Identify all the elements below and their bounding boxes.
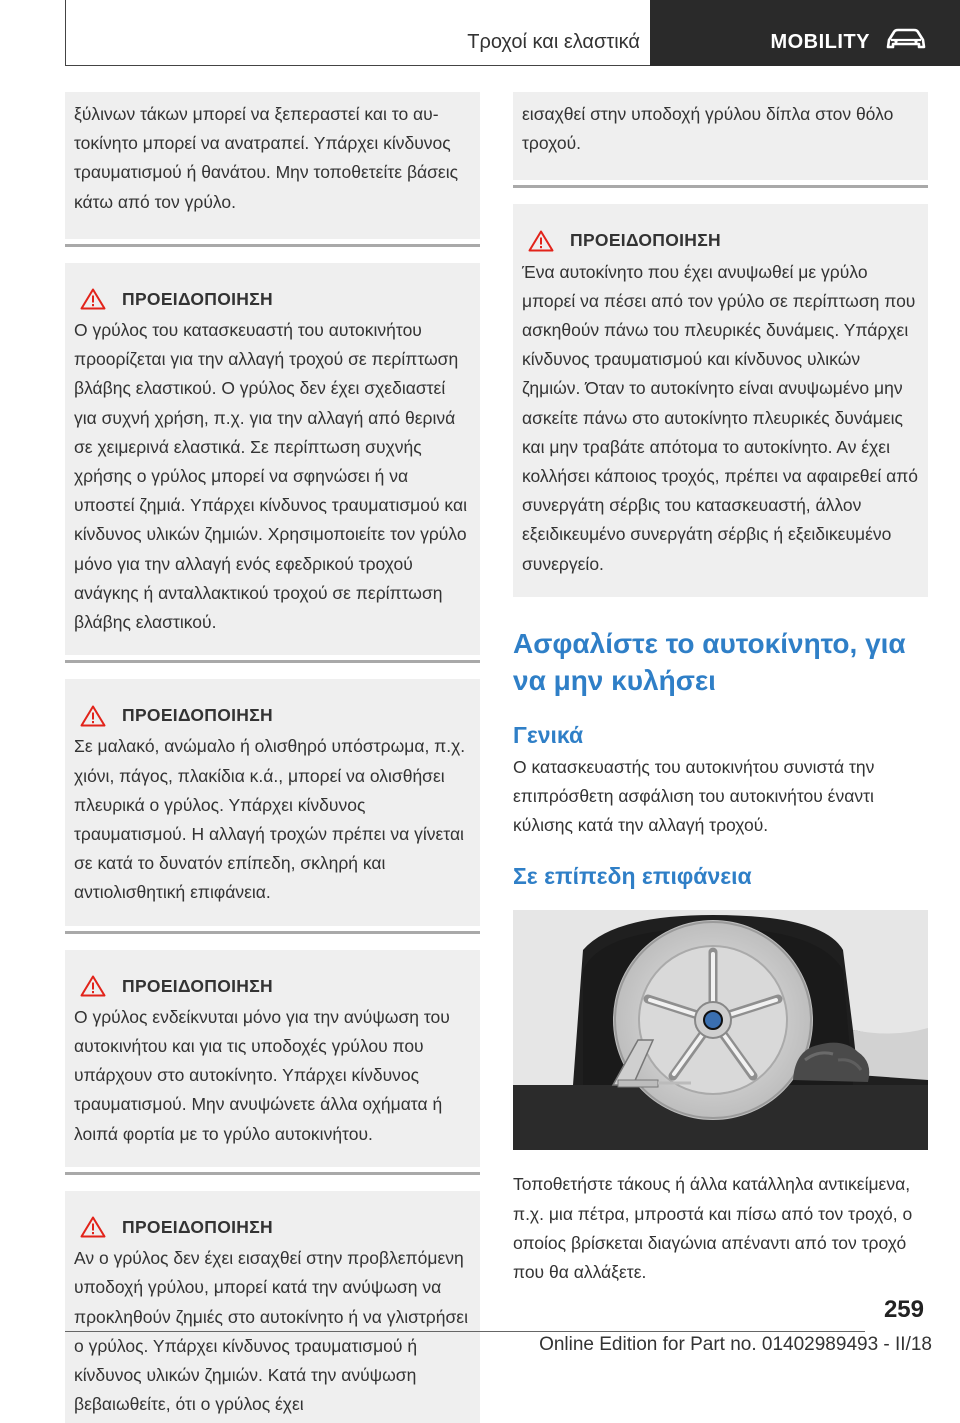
warning-triangle-icon — [80, 288, 106, 310]
warning-title: ΠΡΟΕΙΔΟΠΟΙΗΣΗ — [122, 1216, 273, 1237]
warning-text: Ένα αυτοκίνητο που έχει ανυψωθεί με γρύλο μπορεί να πέσει από τον γρύλο σε περίπτωση που ασκηθούν πάνω του πλευρικές δυνάμεις. Υπάρχει κίνδυνος τραυματισμού και κίνδυνος υλικών ζημιών. Όταν το αυτοκίνητο είναι ανυψωμένο μην ασκείτε πάνω στο αυτοκίνητο πλευρικές δυνάμεις και μην τραβάτε απότομα το αυτοκίνητο. Αν έχει κολλήσει κάποιος τροχός, πρέπει να αφαιρεθεί από συνεργάτη σέρβις του κατασκευαστή, άλλον εξειδικευμένο συνεργάτη σέρβις ή εξειδικευμένο συνεργείο. — [522, 261, 919, 574]
figure-caption: Τοποθετήστε τάκους ή άλλα κατάλληλα αντικείμενα, π.χ. μια πέτρα, μπροστά και πίσω από τον τροχό, ο οποίος βρίσκεται διαγώνια απέναντι από τον τροχό που θα αλλάξετε. — [513, 1174, 913, 1283]
warning-title: ΠΡΟΕΙΔΟΠΟΙΗΣΗ — [122, 288, 273, 309]
subheading-level-surface: Σε επίπεδη επιφάνεια — [513, 863, 752, 890]
warning-title: ΠΡΟΕΙΔΟΠΟΙΗΣΗ — [122, 975, 273, 996]
separator — [65, 1167, 480, 1191]
warning-box — [65, 679, 480, 925]
tab-label: MOBILITY — [770, 31, 870, 53]
separator — [513, 180, 928, 204]
continued-warning-box — [513, 92, 928, 180]
wheel-chock-illustration — [513, 910, 928, 1150]
warning-box — [65, 1191, 480, 1423]
warning-heading — [522, 226, 918, 255]
section-title: Τροχοί και ελαστικά — [467, 31, 640, 53]
intro-box — [65, 92, 480, 239]
warning-triangle-icon — [528, 230, 554, 252]
warning-box — [513, 204, 928, 596]
footer-rule — [65, 1331, 865, 1332]
warning-heading — [74, 972, 470, 1001]
warning-heading — [74, 701, 470, 730]
warning-text: Σε μαλακό, ανώμαλο ή ολισθηρό υπόστρωμα, π.χ. χιόνι, πάγος, πλακίδια κ.ά., μπορεί να ολισθήσει πλευρικά ο γρύλος. Υπάρχει κίνδυνος τραυματισμού. Η αλλαγή τροχών πρέπει να γίνεται σε κατά το δυνατόν επίπεδη, σκληρή και αντιολισθητική επιφάνεια. — [74, 736, 466, 903]
right-column — [513, 92, 928, 1287]
warning-title: ΠΡΟΕΙΔΟΠΟΙΗΣΗ — [122, 705, 273, 726]
separator — [65, 239, 480, 263]
warning-text: Ο γρύλος του κατασκευαστή του αυτοκινήτου προορίζεται για την αλλαγή τροχού σε περίπτωση βλάβης ελαστικού. Ο γρύλος δεν έχει σχεδιαστεί για συχνή χρήση, π.χ. για την αλλαγή από θερινά σε χειμερινά ελαστικά. Σε περίπτωση συχνής χρήσης ο γρύλος μπορεί να σφηνώσει ή να υποστεί ζημιά. Υπάρχει κίνδυνος τραυματισμού και κίνδυνος υλικών ζημιών. Χρησιμοποιείτε τον γρύλο μόνο για την αλλαγή ενός εφεδρικού τροχού ανάγκης ή ανταλλακτικού τροχού σε περίπτωση βλάβης ελαστικού. — [74, 320, 467, 633]
car-icon — [886, 28, 926, 50]
warning-title: ΠΡΟΕΙΔΟΠΟΙΗΣΗ — [570, 230, 721, 251]
section-heading: Ασφαλίστε το αυτοκίνητο, για να μην κυλήσει — [513, 627, 906, 696]
warning-heading — [74, 1213, 470, 1242]
wheel-illustration — [513, 910, 928, 1150]
continued-warning-text: εισαχθεί στην υποδοχή γρύλου δίπλα στον θόλο τροχού. — [522, 104, 894, 154]
separator — [65, 655, 480, 679]
intro-text: ξύλινων τάκων μπορεί να ξεπεραστεί και το αυτοκίνητο μπορεί να ανατραπεί. Υπάρχει κίνδυνος τραυματισμού ή θανάτου. Μην τοποθετείτε βάσεις κάτω από τον γρύλο. — [74, 104, 459, 212]
warning-box — [65, 950, 480, 1167]
warning-triangle-icon — [80, 975, 106, 997]
warning-triangle-icon — [80, 705, 106, 727]
warning-box — [65, 263, 480, 655]
general-text: Ο κατασκευαστής του αυτοκινήτου συνιστά την επιπρόσθετη ασφάλιση του αυτοκινήτου έναντι κύλισης κατά την αλλαγή τροχού. — [513, 756, 875, 836]
edition-text: Online Edition for Part no. 01402989493 - II/18 — [539, 1334, 932, 1355]
warning-triangle-icon — [80, 1216, 106, 1238]
subheading-general: Γενικά — [513, 721, 584, 748]
mobility-tab — [650, 0, 960, 66]
warning-text: Αν ο γρύλος δεν έχει εισαχθεί στην προβλεπόμενη υποδοχή γρύλου, μπορεί κατά την ανύψωση να προκληθούν ζημιές στο αυτοκίνητο ή να γλιστρήσει ο γρύλος. Υπάρχει κίνδυνος τραυματισμού ή κίνδυνος υλικών ζημιών. Κατά την ανύψωση βεβαιωθείτε, ότι ο γρύλος έχει — [74, 1248, 468, 1415]
left-column — [65, 92, 480, 1423]
page-number: 259 — [883, 1296, 924, 1323]
separator — [65, 926, 480, 950]
warning-text: Ο γρύλος ενδείκνυται μόνο για την ανύψωση του αυτοκινήτου και για τις υποδοχές γρύλου που υπάρχουν στο αυτοκίνητο. Υπάρχει κίνδυνος τραυματισμού. Μην ανυψώνετε άλλα οχήματα ή λοιπά φορτία με το γρύλο αυτοκινήτου. — [74, 1006, 450, 1144]
page-header — [0, 0, 960, 66]
warning-heading — [74, 285, 470, 314]
